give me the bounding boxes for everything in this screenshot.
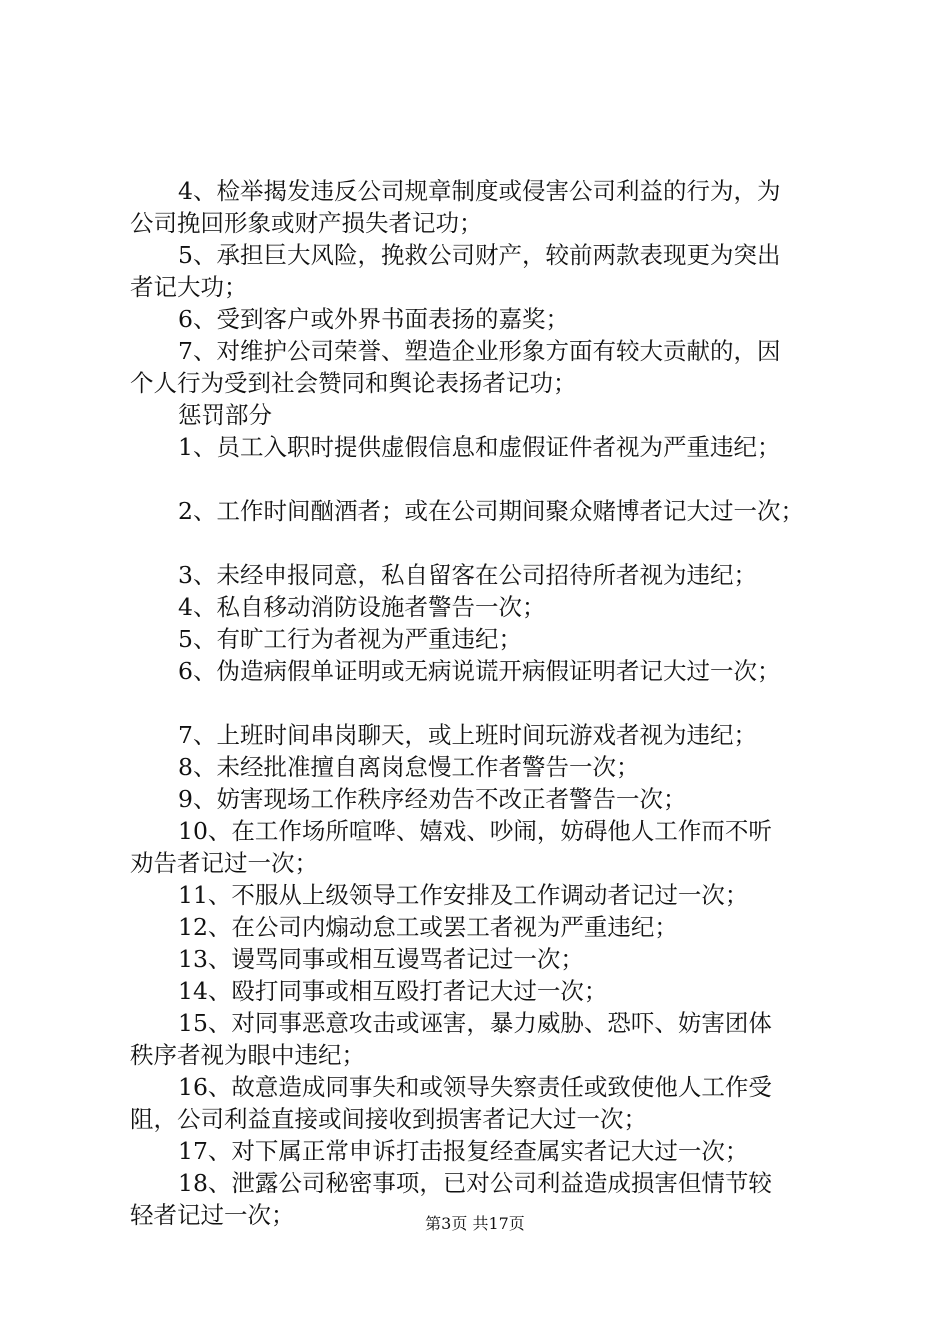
blank-line [130,527,850,559]
document-body [130,175,850,1231]
text-line: 5、承担巨大风险，挽救公司财产，较前两款表现更为突出 [178,241,781,269]
blank-line [130,687,850,719]
text-line: 惩罚部分 [178,401,272,429]
blank-line [130,463,850,495]
text-line: 18、泄露公司秘密事项，已对公司利益造成损害但情节较 [178,1169,772,1197]
text-line: 13、谩骂同事或相互谩骂者记过一次； [178,945,584,973]
text-line: 15、对同事恶意攻击或诬害，暴力威胁、恐吓、妨害团体 [178,1009,772,1037]
text-line: 3、未经申报同意，私自留客在公司招待所者视为违纪； [178,561,757,589]
text-line: 9、妨害现场工作秩序经劝告不改正者警告一次； [178,785,687,813]
text-line: 公司挽回形象或财产损失者记功； [130,209,483,237]
text-line: 12、在公司内煽动怠工或罢工者视为严重违纪； [178,913,678,941]
text-line: 17、对下属正常申诉打击报复经查属实者记大过一次； [178,1137,749,1165]
text-line: 1、员工入职时提供虚假信息和虚假证件者视为严重违纪； [178,433,781,461]
text-line: 14、殴打同事或相互殴打者记大过一次； [178,977,608,1005]
text-line: 10、在工作场所喧哗、嬉戏、吵闹，妨碍他人工作而不听 [178,817,772,845]
text-line: 秩序者视为眼中违纪； [130,1041,365,1069]
text-line: 16、故意造成同事失和或领导失察责任或致使他人工作受 [178,1073,772,1101]
page-footer: 第3页 共17页 [425,1214,525,1233]
text-line: 2、工作时间酗酒者；或在公司期间聚众赌博者记大过一次； [178,497,804,525]
text-line: 劝告者记过一次； [130,849,318,877]
paragraph-list [130,175,850,1231]
text-line: 者记大功； [130,273,248,301]
text-line: 5、有旷工行为者视为严重违纪； [178,625,522,653]
text-line: 11、不服从上级领导工作安排及工作调动者记过一次； [178,881,749,909]
text-line: 7、上班时间串岗聊天，或上班时间玩游戏者视为违纪； [178,721,757,749]
text-line: 轻者记过一次； [130,1201,295,1229]
text-line: 4、检举揭发违反公司规章制度或侵害公司利益的行为，为 [178,177,781,205]
text-line: 8、未经批准擅自离岗怠慢工作者警告一次； [178,753,640,781]
text-line: 7、对维护公司荣誉、塑造企业形象方面有较大贡献的，因 [178,337,781,365]
text-line: 阻，公司利益直接或间接收到损害者记大过一次； [130,1105,647,1133]
text-line: 6、伪造病假单证明或无病说谎开病假证明者记大过一次； [178,657,781,685]
text-line: 4、私自移动消防设施者警告一次； [178,593,546,621]
text-line: 6、受到客户或外界书面表扬的嘉奖； [178,305,569,333]
text-line: 个人行为受到社会赞同和舆论表扬者记功； [130,369,577,397]
